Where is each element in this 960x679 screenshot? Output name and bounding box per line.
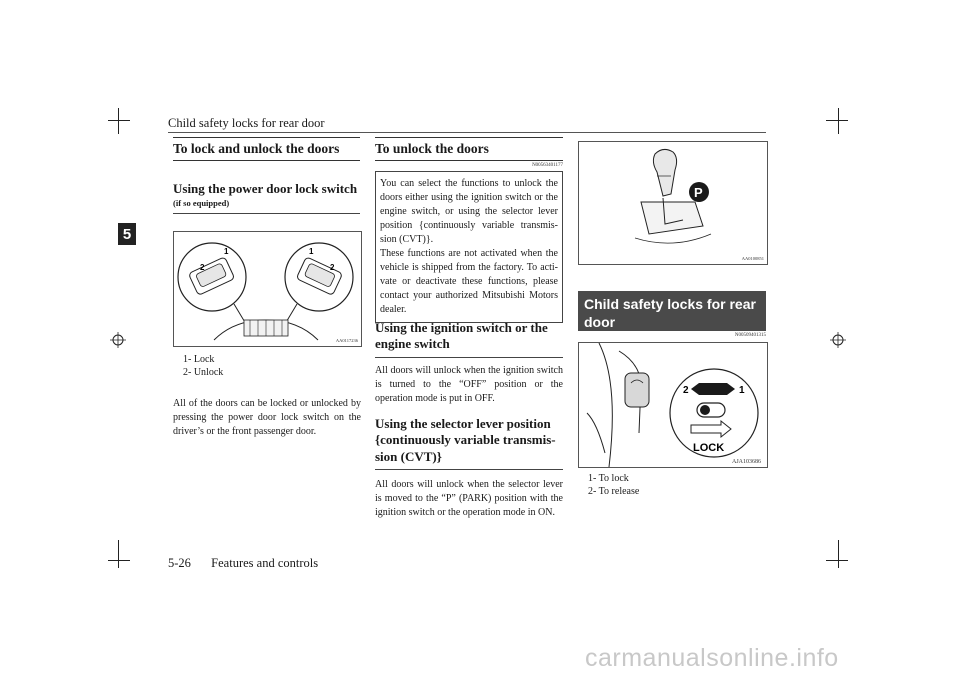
- figure-mark-1: 2: [683, 385, 689, 396]
- subheading: Using the selector lever position {continuously variable transmis-sion (CVT)}: [375, 416, 556, 464]
- caption-2: 2- Unlock: [183, 367, 224, 378]
- child-lock-illustration: [579, 343, 767, 467]
- registration-mark: [110, 332, 126, 348]
- column-1-lower: [183, 353, 360, 379]
- figure-code: AJA103686: [731, 459, 761, 465]
- column-3-captions: [588, 472, 766, 498]
- power-door-lock-figure: [173, 231, 362, 347]
- watermark: carmanualsonline.info: [585, 644, 839, 672]
- figure-mark-2: 2: [200, 263, 205, 272]
- note-text-1: You can select the functions to unlock the doors either using the ignition switch or the engine switch, or using the selector lever position {continuously variable transmis-sion (CVT)}.: [380, 178, 558, 245]
- selector-lever-figure: [578, 141, 768, 265]
- page-footer: [168, 556, 318, 571]
- figure-code: AA0100851: [741, 256, 764, 261]
- note-text-2: These functions are not activated when the vehicle is shipped from the factory. To acti-vate or deactivate these functions, please contact your authorized Mitsubishi Motors dealer.: [380, 248, 558, 315]
- header-rule: [168, 132, 766, 133]
- figure-mark-4: 2: [330, 263, 335, 272]
- body-text: All doors will unlock when the selector lever is moved to the “P” (PARK) position with the ignition switch or the operation mode in ON.: [375, 479, 563, 518]
- body-text: All doors will unlock when the ignition switch is turned to the “OFF” position or the operation mode is put in OFF.: [375, 365, 563, 404]
- registration-mark: [830, 332, 846, 348]
- figure-mark-1: 1: [224, 247, 229, 256]
- selector-lever-illustration: [579, 142, 767, 264]
- figure-mark-2: 1: [739, 385, 745, 396]
- crop-mark: [826, 560, 848, 561]
- note-box: [375, 171, 563, 323]
- page-number: 5-26: [168, 556, 191, 570]
- column-1: [173, 137, 360, 214]
- subheading: Using the ignition switch or the engine switch: [375, 320, 548, 352]
- crop-mark: [108, 560, 130, 561]
- child-lock-figure: [578, 342, 768, 468]
- figure-code: AA0117236: [335, 338, 358, 343]
- section-heading-dark: Child safety locks for rear door: [578, 291, 766, 331]
- subheading-rule: [375, 469, 563, 470]
- crop-mark: [108, 120, 130, 121]
- park-mark: P: [694, 185, 703, 200]
- crop-mark: [826, 120, 848, 121]
- subheading-note: (if so equipped): [173, 198, 230, 209]
- caption-1: 1- To lock: [588, 473, 629, 484]
- door-lock-switch-illustration: [174, 232, 361, 346]
- section-code: N00563401177: [532, 163, 563, 168]
- page-header-title: Child safety locks for rear door: [168, 116, 325, 130]
- chapter-tab: 5: [118, 223, 136, 245]
- footer-section: Features and controls: [211, 556, 319, 570]
- section-code: N00509401315: [734, 333, 766, 338]
- body-text: All of the doors can be locked or unlocked by pressing the power door lock switch on the driver’s or the front passenger door.: [173, 398, 361, 437]
- subheading-rule: [173, 213, 360, 214]
- section-heading: To unlock the doors: [375, 137, 563, 161]
- caption-1: 1- Lock: [183, 354, 215, 365]
- figure-mark-3: 1: [309, 247, 314, 256]
- caption-2: 2- To release: [588, 486, 640, 497]
- section-heading: To lock and unlock the doors: [173, 137, 360, 161]
- column-2: [375, 137, 563, 323]
- column-2-sub1: [375, 320, 563, 358]
- crop-mark: [118, 108, 119, 134]
- column-2-sub2: [375, 416, 563, 470]
- crop-mark: [838, 540, 839, 568]
- lock-label: LOCK: [693, 442, 725, 454]
- crop-mark: [118, 540, 119, 568]
- subheading-rule: [375, 357, 563, 358]
- subheading: Using the power door lock switch: [173, 181, 358, 196]
- crop-mark: [838, 108, 839, 134]
